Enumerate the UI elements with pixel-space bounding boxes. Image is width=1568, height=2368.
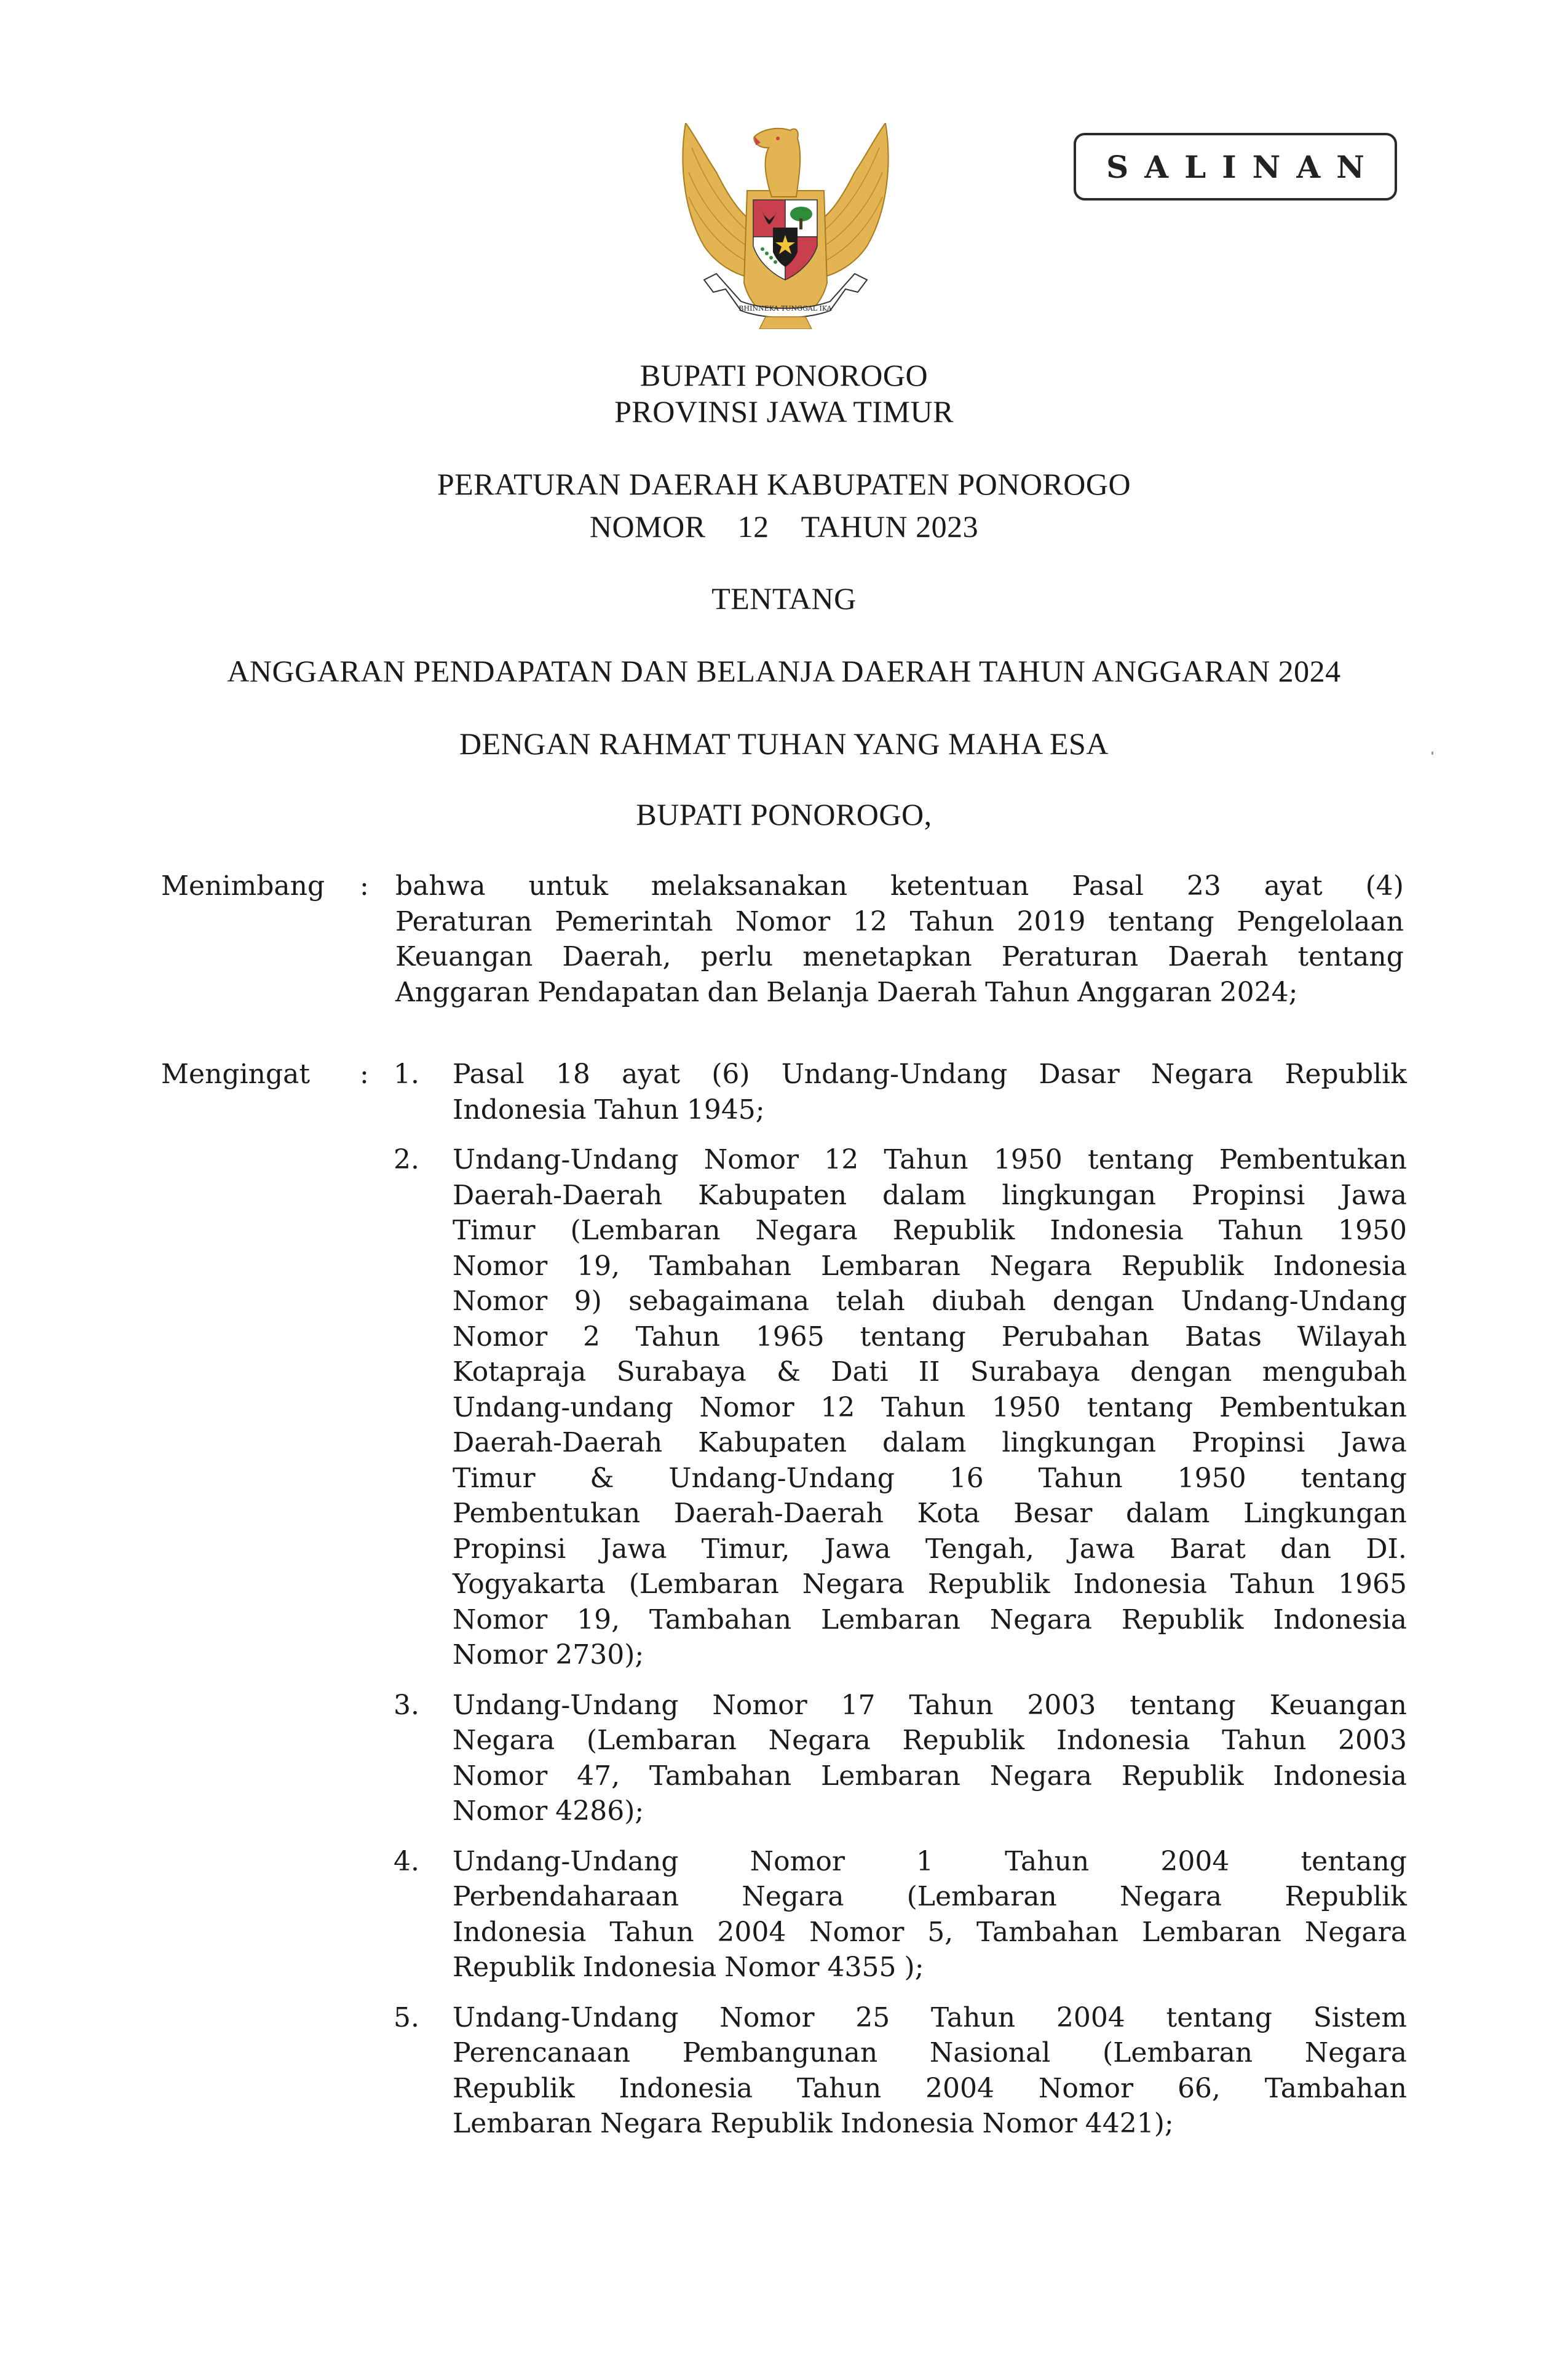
word: Negara [768,1725,871,1756]
item-text [453,2000,1407,2142]
word: Jawa [600,1533,667,1565]
word: Timur [453,1462,536,1494]
word: Nomor [703,1144,799,1175]
word: Republik [902,1725,1025,1756]
word: tentang [1108,905,1214,937]
word: Indonesia [453,1916,587,1948]
item-line [453,1915,1407,1950]
word: Tahun [884,1144,968,1175]
word: Surabaya [970,1356,1100,1388]
word: Tahun [594,1094,679,1126]
item-line [453,1602,1407,1638]
word: Nomor [750,1845,845,1877]
menimbang-label: Menimbang [161,870,325,902]
item-line [453,1723,1407,1758]
item-number: 4. [394,1845,419,1877]
word: Tahun [881,1391,966,1423]
mengingat-item [394,1057,1407,1127]
word: Tahun [1005,1845,1090,1877]
word: Pengelolaan [1237,905,1404,937]
word: 19, [577,1603,620,1635]
word: Besar [1013,1498,1093,1529]
word: 1965 [755,1321,825,1353]
word: Nomor [453,1250,548,1282]
word: 47, [577,1760,620,1792]
item-line [453,1461,1407,1496]
word: Pembentukan [1219,1391,1407,1423]
item-line [453,1844,1407,1880]
mengingat-item [394,1844,1407,1985]
word: bahwa [395,870,486,902]
word: Barat [1170,1533,1246,1565]
menimbang-line [395,939,1404,975]
word: 4286); [555,1795,644,1827]
word: Republik [453,1952,575,1983]
word: Lembaran [820,1250,960,1282]
word: 19, [577,1250,620,1282]
word: 2003 [1027,1689,1096,1721]
item-line [453,1950,1407,1985]
word: 12 [824,1144,859,1175]
left-wing [683,123,753,277]
word: ketentuan [890,870,1029,902]
word: 2004 [1160,1845,1230,1877]
item-text [453,1844,1407,1985]
word: Lembaran [820,1760,960,1792]
item-number: 3. [394,1689,419,1721]
word: Nomor [719,2001,815,2033]
word: tentang [1166,2001,1273,2033]
item-line [453,1390,1407,1426]
word: Propinsi [1191,1179,1305,1211]
word: melaksanakan [651,870,848,902]
word: Tambahan [976,1916,1119,1948]
item-text [453,1057,1407,1127]
item-line [453,1879,1407,1915]
item-line [453,1688,1407,1723]
word: Pasal [1072,870,1144,902]
word: Dati [831,1356,889,1388]
word: (Lembaran [1103,2037,1253,2068]
word: 4355 [827,1952,897,1983]
word: Negara [1119,1881,1222,1912]
item-line [453,1249,1407,1284]
right-wing [818,123,889,277]
word: Tahun [930,2001,1016,2033]
word: Pasal [453,1059,525,1090]
item-line [453,1496,1407,1532]
word: Nomor [724,1952,820,1983]
mengingat-item [394,1688,1407,1829]
word: Nomor [453,1639,548,1671]
garuda-pancasila-emblem-icon [679,123,892,329]
word: (Lembaran [906,1881,1057,1912]
word: tentang [1297,941,1404,972]
word: menetapkan [802,941,972,972]
word: 16 [949,1462,984,1494]
mengingat-item [394,1142,1407,1673]
word: Undang-Undang [1181,1285,1407,1317]
word: Pembangunan [682,2037,878,2068]
item-line [453,1319,1407,1355]
word: dalam [882,1427,967,1458]
mengingat-item [394,2000,1407,2142]
word: Tengah, [925,1533,1034,1565]
word: Jawa [824,1533,891,1565]
word: 1 [916,1845,933,1877]
word: Tambahan [1264,2072,1407,2104]
regulation-type: PERATURAN DAERAH KABUPATEN PONOROGO [437,467,1131,501]
word: 5, [927,1916,954,1948]
word: ayat [622,1059,681,1090]
word: II [918,1356,940,1388]
word: sebagaimana [628,1285,810,1317]
word: 2730); [555,1639,644,1671]
word: Tahun [796,2072,882,2104]
word: Timur, [701,1533,790,1565]
word: dalam [882,1179,967,1211]
word: Propinsi [1191,1427,1305,1458]
word: Perencanaan [453,2037,631,2068]
word: Nomor [735,905,831,937]
word: ayat [1264,870,1323,902]
word: Negara [802,1568,905,1600]
word: Tahun [1222,1725,1307,1756]
menimbang-line [395,904,1404,940]
word: telah [836,1285,905,1317]
word: Pemerintah [555,905,713,937]
word: dan [707,976,759,1008]
word: Wilayah [1297,1321,1407,1353]
word: dengan [1130,1356,1232,1388]
word: Undang-Undang [453,1144,679,1175]
word: Indonesia [1273,1760,1407,1792]
word: Undang-Undang [781,1059,1008,1090]
word: Republik [892,1215,1015,1246]
word: (Lembaran [586,1725,737,1756]
word: Negara [453,1725,555,1756]
item-line [453,2106,1407,2142]
word: Tahun [909,1689,994,1721]
word: Lembaran [453,2108,592,2139]
word: Tambahan [649,1250,792,1282]
word: & [590,1462,614,1494]
word: Undang-Undang [453,2001,679,2033]
word: Republik [1121,1250,1244,1282]
word: (Lembaran [628,1568,779,1600]
word: Belanja [766,976,869,1008]
word: Pendapatan [537,976,700,1008]
word: 23 [1186,870,1221,902]
word: Republik [927,1568,1050,1600]
stamp-label: SALINAN [1106,148,1380,185]
word: Lingkungan [1243,1498,1407,1529]
word: Perubahan [1001,1321,1150,1353]
item-line [453,1425,1407,1461]
word: Negara [600,2108,703,2139]
word: Republik [1121,1603,1244,1635]
word: 17 [841,1689,876,1721]
word: Kotapraja [453,1356,587,1388]
word: 18 [555,1059,590,1090]
item-line [453,1794,1407,1829]
word: Tahun [985,976,1070,1008]
word: 1945; [686,1094,765,1126]
word: Timur [453,1215,536,1246]
word: Nomor [453,1603,548,1635]
motto-text: BHINNEKA TUNGGAL IKA [738,304,832,312]
word: 1950 [1177,1462,1246,1494]
word: Daerah-Daerah [453,1427,663,1458]
word: Jawa [1340,1427,1407,1458]
word: Peraturan [1001,941,1139,972]
word: Jawa [1340,1179,1407,1211]
word: Tahun [609,1916,694,1948]
word: Keuangan [1269,1689,1407,1721]
word: Nomor [453,1285,548,1317]
word: Anggaran [395,976,530,1008]
scan-speck [1431,752,1433,755]
word: Indonesia [1273,1250,1407,1282]
number-label: NOMOR [589,509,706,544]
word: Pembentukan [453,1498,641,1529]
item-line [453,1213,1407,1249]
word: Dasar [1039,1059,1120,1090]
word: diubah [932,1285,1026,1317]
word: Negara [755,1215,858,1246]
word: 2003 [1337,1725,1407,1756]
word: Daerah-Daerah [673,1498,884,1529]
word: untuk [528,870,608,902]
word: Kabupaten [698,1427,847,1458]
salinan-stamp [1074,133,1397,201]
word: Negara [989,1760,1092,1792]
word: Daerah [876,976,978,1008]
item-text [453,1688,1407,1829]
word: 2004 [925,2072,994,2104]
item-line [453,1354,1407,1390]
addressor: BUPATI PONOROGO, [636,797,932,832]
item-number: 2. [394,1144,419,1175]
word: Tambahan [649,1760,792,1792]
word: 2019 [1016,905,1086,937]
word: Nasional [929,2037,1051,2068]
word: tentang [1301,1845,1407,1877]
word: tentang [1301,1462,1407,1494]
word: 1965 [1338,1568,1407,1600]
word: Keuangan [395,941,533,972]
word: Daerah [1168,941,1269,972]
item-line [453,1284,1407,1319]
word: (4) [1365,870,1404,902]
word: 1950 [1337,1215,1407,1246]
item-number: 1. [394,1059,419,1090]
word: dengan [1052,1285,1155,1317]
word: Undang-Undang [453,1845,679,1877]
word: 1950 [991,1391,1061,1423]
word: Indonesia [840,2108,975,2139]
word: Republik [1121,1760,1244,1792]
item-line [453,1057,1407,1092]
word: 12 [820,1391,855,1423]
item-line [453,2000,1407,2036]
word: Lembaran [1141,1916,1281,1948]
word: Republik [1285,1059,1407,1090]
word: Batas [1184,1321,1262,1353]
word: 25 [855,2001,890,2033]
word: Pembentukan [1219,1144,1407,1175]
word: 2004 [1056,2001,1125,2033]
word: Nomor [982,2108,1077,2139]
item-line [453,1637,1407,1673]
word: Propinsi [453,1533,566,1565]
word: Tahun [1038,1462,1123,1494]
word: Undang-Undang [668,1462,895,1494]
word: tentang [1087,1391,1194,1423]
word: dan [1280,1533,1331,1565]
item-number: 5. [394,2001,419,2033]
mengingat-list [394,1057,1407,2156]
word: Indonesia [1273,1603,1407,1635]
word: DI. [1366,1533,1407,1565]
menimbang-line [395,975,1404,1011]
item-line [453,1092,1407,1128]
word: 9) [574,1285,602,1317]
word: Nomor [1038,2072,1134,2104]
word: Republik [453,2072,575,2104]
word: Peraturan [395,905,533,937]
word: (6) [711,1059,750,1090]
word: 2024; [1219,976,1298,1008]
word: & [776,1356,801,1388]
word: ); [904,1952,924,1983]
word: Indonesia [619,2072,753,2104]
item-line [453,1532,1407,1567]
item-line [453,2035,1407,2071]
word: Negara [989,1603,1092,1635]
word: Surabaya [616,1356,746,1388]
word: lingkungan [1002,1427,1157,1458]
word: Nomor [712,1689,807,1721]
year-value: 2023 [916,509,979,544]
menimbang-colon: : [360,870,369,902]
word: Tahun [635,1321,720,1353]
mengingat-colon: : [360,1059,369,1090]
word: lingkungan [1002,1179,1157,1211]
item-line [453,1758,1407,1794]
word: Daerah-Daerah [453,1179,663,1211]
item-line [453,2071,1407,2107]
about-label: TENTANG [711,581,857,616]
regulation-title: ANGGARAN PENDAPATAN DAN BELANJA DAERAH TAHUN ANGGARAN 2024 [227,654,1341,688]
word: 2004 [717,1916,786,1948]
item-text [453,1142,1407,1673]
word: Nomor [453,1321,548,1353]
word: tentang [1088,1144,1194,1175]
word: 4421); [1085,2108,1174,2139]
word: Nomor [453,1795,548,1827]
word: 1950 [993,1144,1063,1175]
word: Jawa [1069,1533,1135,1565]
item-line [453,1142,1407,1178]
word: tentang [860,1321,966,1353]
province-title: PROVINSI JAWA TIMUR [614,394,954,429]
item-line [453,1178,1407,1214]
word: Negara [1304,2037,1407,2068]
word: Negara [742,1881,844,1912]
word: Nomor [453,1760,548,1792]
word: Yogyakarta [453,1568,606,1600]
menimbang-text [395,868,1404,1010]
word: 66, [1177,2072,1221,2104]
word: Tahun [909,905,994,937]
word: Anggaran [1077,976,1212,1008]
word: Daerah, [562,941,671,972]
word: Sistem [1313,2001,1407,2033]
word: Lembaran [820,1603,960,1635]
word: Indonesia [1050,1215,1184,1246]
word: Nomor [809,1916,905,1948]
regulation-number-line [0,508,1568,545]
word: Tambahan [649,1603,792,1635]
word: Negara [989,1250,1092,1282]
word: tentang [1130,1689,1236,1721]
word: 12 [852,905,887,937]
word: Undang-Undang [453,1689,679,1721]
number-value: 12 [737,509,769,544]
word: Republik [1285,1881,1407,1912]
word: Undang-undang [453,1391,673,1423]
word: Republik [710,2108,833,2139]
menimbang-line [395,868,1404,904]
mengingat-label: Mengingat [161,1059,311,1090]
word: Negara [1304,1916,1407,1948]
word: Nomor [699,1391,794,1423]
word: Indonesia [582,1952,717,1983]
word: dalam [1126,1498,1210,1529]
issuer-title: BUPATI PONOROGO [639,358,929,392]
item-line [453,1567,1407,1602]
word: Kabupaten [698,1179,847,1211]
tail [759,317,812,329]
word: Kota [917,1498,980,1529]
word: Indonesia [1056,1725,1190,1756]
word: 2 [583,1321,601,1353]
word: Indonesia [1073,1568,1208,1600]
word: Tahun [1230,1568,1315,1600]
year-label: TAHUN [801,509,908,544]
invocation: DENGAN RAHMAT TUHAN YANG MAHA ESA [459,726,1109,761]
word: (Lembaran [570,1215,721,1246]
word: perlu [700,941,774,972]
word: mengubah [1262,1356,1407,1388]
word: Perbendaharaan [453,1881,679,1912]
word: Indonesia [453,1094,587,1126]
word: Tahun [1218,1215,1304,1246]
word: Negara [1150,1059,1254,1090]
